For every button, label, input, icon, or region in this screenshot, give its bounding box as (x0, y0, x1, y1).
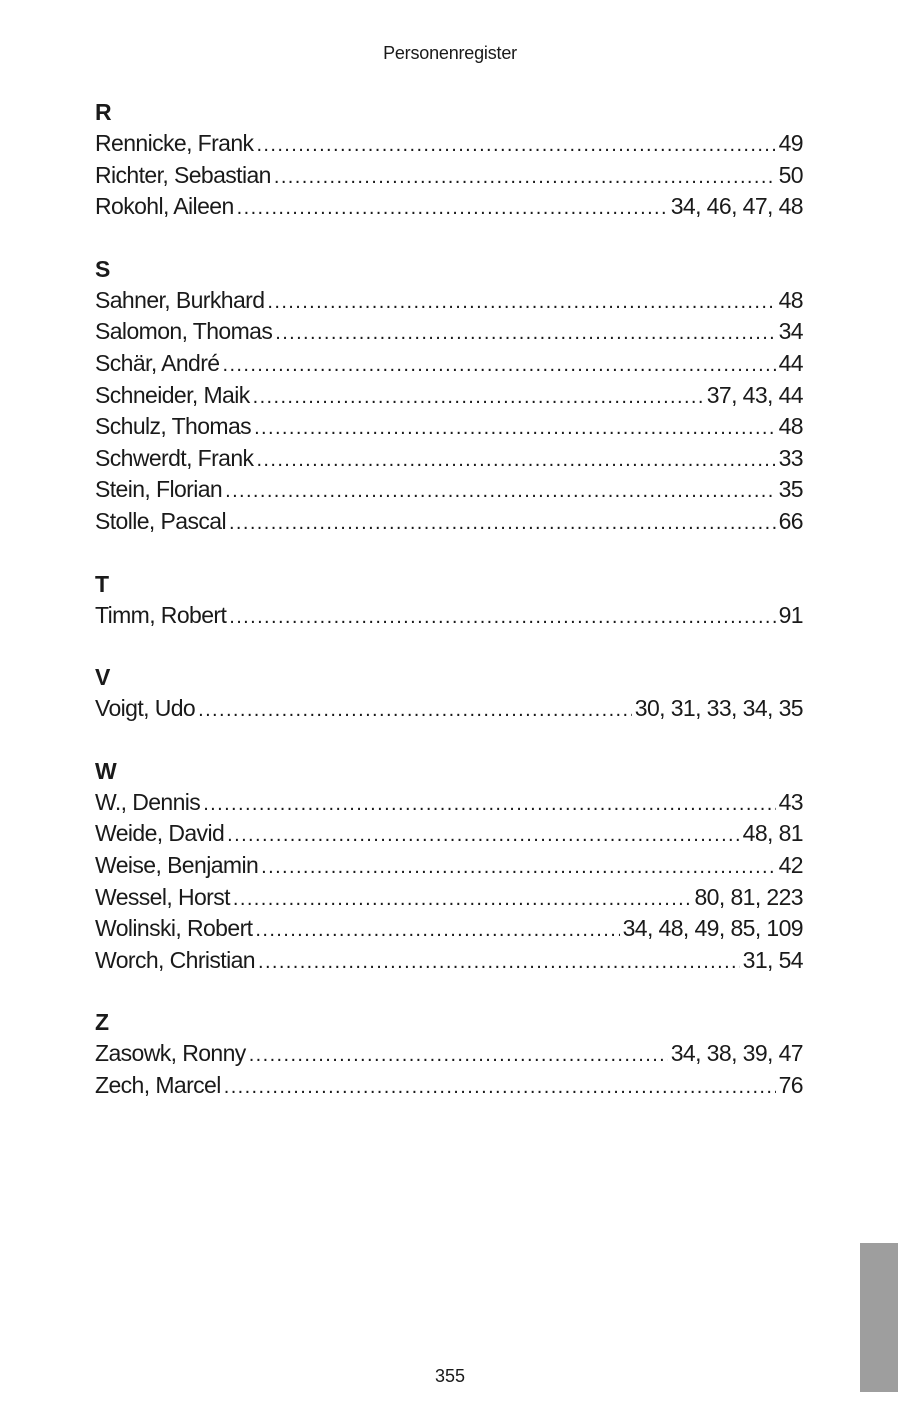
entry-name: Rokohl, Aileen (95, 193, 234, 220)
entry-pages: 43 (778, 788, 803, 815)
index-entry (95, 411, 803, 443)
entry-name: Schulz, Thomas (95, 413, 252, 440)
dot-leader (227, 820, 739, 852)
index-entry (95, 818, 803, 850)
dot-leader (203, 789, 775, 821)
entry-pages: 34, 38, 39, 47 (670, 1040, 803, 1067)
entry-name: W., Dennis (95, 788, 201, 815)
dot-leader (254, 413, 776, 445)
index-section-r (95, 97, 803, 223)
index-entry (95, 1070, 803, 1102)
index-entry (95, 850, 803, 882)
index-entry (95, 945, 803, 977)
index-section-v (95, 662, 803, 725)
dot-leader (275, 318, 775, 350)
section-letter: R (95, 99, 112, 125)
entry-name: Salomon, Thomas (95, 318, 273, 345)
entry-name: Timm, Robert (95, 601, 227, 628)
entry-pages: 91 (778, 601, 803, 628)
entry-name: Worch, Christian (95, 946, 255, 973)
index-entry (95, 128, 803, 160)
dot-leader (229, 508, 776, 540)
dot-leader (256, 130, 775, 162)
index-entry (95, 285, 803, 317)
index-entry (95, 316, 803, 348)
index-section-t (95, 569, 803, 632)
index-entry (95, 1038, 803, 1070)
section-letter: V (95, 664, 111, 691)
index-entry (95, 474, 803, 506)
dot-leader (233, 884, 692, 916)
dot-leader (229, 602, 775, 634)
entry-pages: 48, 81 (742, 820, 803, 847)
section-letter: T (95, 570, 110, 597)
entry-pages: 37, 43, 44 (706, 381, 803, 408)
entry-pages: 42 (778, 851, 803, 878)
entry-name: Richter, Sebastian (95, 161, 271, 188)
person-index (95, 97, 803, 1132)
dot-leader (223, 350, 776, 382)
index-entry (95, 380, 803, 412)
dot-leader (224, 1072, 776, 1104)
entry-pages: 33 (778, 444, 803, 471)
index-entry (95, 160, 803, 192)
dot-leader (237, 193, 668, 225)
entry-pages: 48 (778, 413, 803, 440)
entry-pages: 35 (778, 476, 803, 503)
index-entry (95, 191, 803, 223)
entry-name: Rennicke, Frank (95, 130, 254, 156)
entry-pages: 34, 46, 47, 48 (670, 193, 803, 220)
index-section-z (95, 1007, 803, 1101)
dot-leader (261, 852, 775, 884)
dot-leader (249, 1040, 668, 1072)
entry-pages: 49 (778, 130, 803, 156)
index-entry (95, 348, 803, 380)
entry-pages: 50 (778, 161, 803, 188)
page-number: 355 (434, 1366, 466, 1386)
entry-name: Wolinski, Robert (95, 915, 253, 942)
entry-pages: 48 (778, 286, 803, 313)
entry-name: Weide, David (95, 820, 225, 847)
dot-leader (253, 382, 704, 414)
index-entry (95, 693, 803, 725)
index-entry (95, 506, 803, 538)
entry-name: Schwerdt, Frank (95, 444, 254, 471)
entry-name: Zasowk, Ronny (95, 1040, 246, 1067)
section-letter: Z (95, 1009, 110, 1036)
index-entry (95, 600, 803, 632)
entry-pages: 80, 81, 223 (694, 883, 803, 910)
entry-pages: 44 (778, 349, 803, 376)
index-entry (95, 787, 803, 819)
entry-name: Stein, Florian (95, 476, 223, 503)
running-head: Personenregister (383, 43, 517, 63)
dot-leader (198, 695, 632, 727)
entry-pages: 66 (778, 507, 803, 534)
dot-leader (274, 162, 776, 194)
entry-name: Voigt, Udo (95, 695, 196, 722)
entry-pages: 76 (778, 1071, 803, 1098)
entry-name: Schneider, Maik (95, 381, 250, 408)
dot-leader (258, 947, 740, 979)
entry-name: Sahner, Burkhard (95, 286, 265, 313)
entry-pages: 30, 31, 33, 34, 35 (634, 695, 803, 722)
thumb-index-tab (860, 1243, 898, 1392)
index-entry (95, 913, 803, 945)
entry-pages: 34 (778, 318, 803, 345)
index-section-s (95, 254, 803, 538)
dot-leader (256, 445, 775, 477)
entry-name: Stolle, Pascal (95, 507, 226, 534)
index-entry (95, 882, 803, 914)
entry-name: Weise, Benjamin (95, 851, 259, 878)
entry-pages: 34, 48, 49, 85, 109 (622, 915, 803, 942)
index-section-w (95, 756, 803, 977)
entry-name: Wessel, Horst (95, 883, 230, 910)
entry-name: Schär, André (95, 349, 220, 376)
dot-leader (267, 287, 775, 319)
dot-leader (225, 476, 776, 508)
section-letter: W (95, 757, 117, 784)
entry-pages: 31, 54 (742, 946, 803, 973)
index-entry (95, 443, 803, 475)
entry-name: Zech, Marcel (95, 1071, 221, 1098)
dot-leader (255, 915, 619, 947)
section-letter: S (95, 255, 111, 282)
